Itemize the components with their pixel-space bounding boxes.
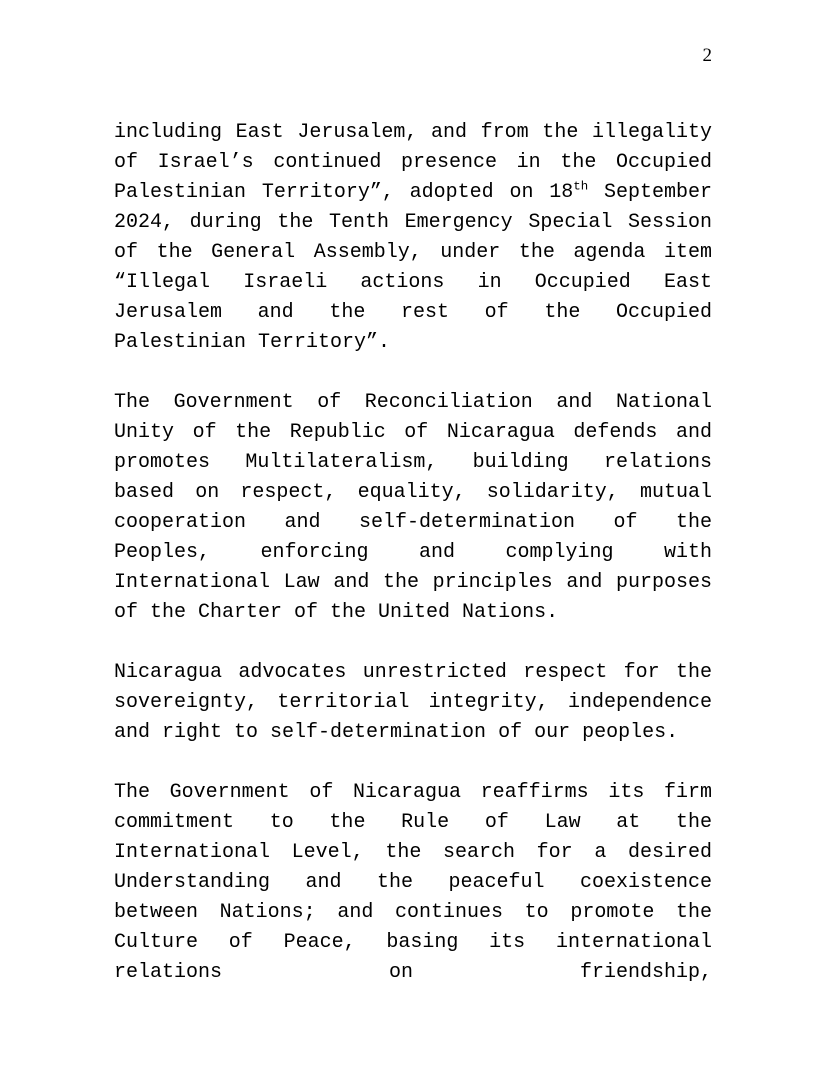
paragraph-1-text-after-superscript: September 2024, during the Tenth Emergency Special Session of the General Assembly, under the agenda item “Illegal Israeli actions in Occupied East Jerusalem and the rest of the Occupied Palestinian Territory”. — [114, 181, 712, 354]
paragraph-1-text-before-superscript: including East Jerusalem, and from the illegality of Israel’s continued presence in the Occupied Palestinian Territory”, adopted on 18 — [114, 121, 712, 204]
page-number: 2 — [702, 45, 712, 66]
paragraph-2: The Government of Reconciliation and National Unity of the Republic of Nicaragua defends and promotes Multilateralism, building relations based on respect, equality, solidarity, mutual cooperation and self-determination of the Peoples, enforcing and complying with International Law and the principles and purposes of the Charter of the United Nations. — [114, 391, 712, 624]
document-body — [114, 118, 712, 988]
paragraph-3: Nicaragua advocates unrestricted respect for the sovereignty, territorial integrity, independence and right to self-determination of our peoples. — [114, 661, 712, 744]
ordinal-superscript: th — [573, 179, 589, 194]
paragraph-4: The Government of Nicaragua reaffirms its firm commitment to the Rule of Law at the International Level, the search for a desired Understanding and the peaceful coexistence between Nations; and continues to promote the Culture of Peace, basing its international relations on friendship, — [114, 781, 712, 984]
paragraph-1 — [114, 118, 712, 358]
